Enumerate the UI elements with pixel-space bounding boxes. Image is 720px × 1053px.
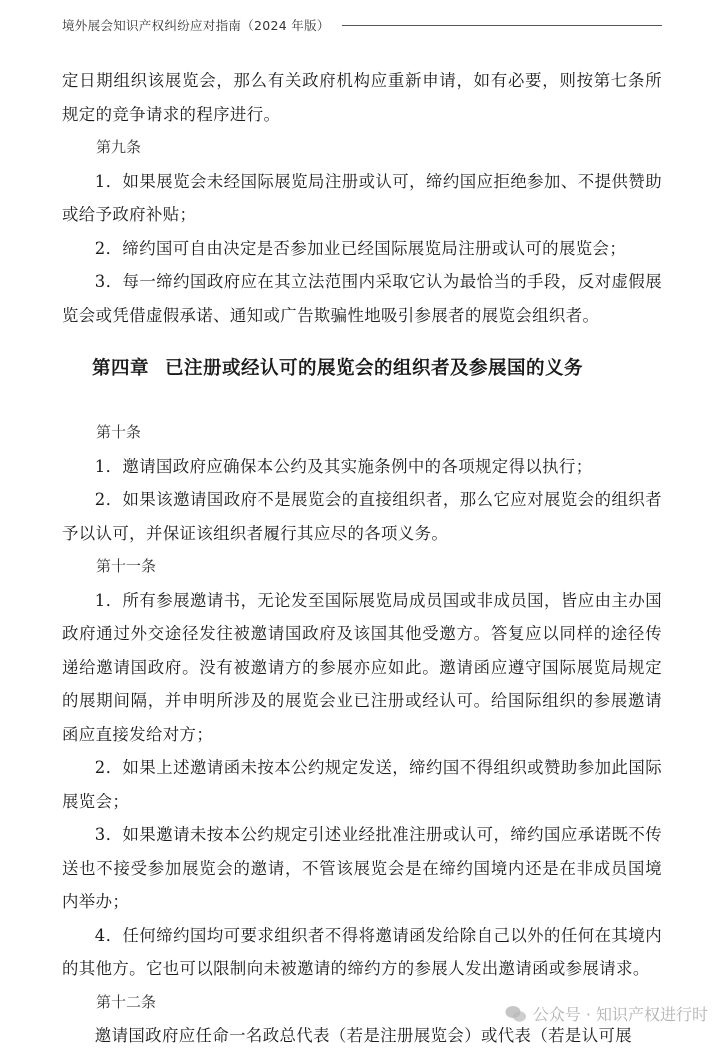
- paragraph: 1．如果展览会未经国际展览局注册或认可，缔约国应拒绝参加、不提供赞助或给予政府补贴；: [62, 171, 662, 224]
- chapter-number: 第四章: [92, 358, 150, 379]
- page-header: [62, 16, 662, 34]
- watermark-text: 公众号 · 知识产权进行时: [532, 1005, 708, 1024]
- document-body: [62, 64, 662, 1053]
- paragraph: 3．每一缔约国政府应在其立法范围内采取它认为最恰当的手段，反对虚假展览会或凭借虚假承诺、通知或广告欺骗性地吸引参展者的展览会组织者。: [62, 272, 662, 325]
- paragraph: 2．如果上述邀请函未按本公约规定发送，缔约国不得组织或赞助参加此国际展览会；: [62, 758, 662, 811]
- chapter-heading: [92, 349, 662, 389]
- article-heading: 第九条: [96, 138, 142, 156]
- article-heading: 第十条: [96, 423, 142, 441]
- paragraph: 4．任何缔约国均可要求组织者不得将邀请函发给除自己以外的任何在其境内的其他方。它也可以限制向未被邀请的缔约方的参展人发出邀请函或参展请求。: [62, 925, 662, 978]
- paragraph: 2．如果该邀请国政府不是展览会的直接组织者，那么它应对展览会的组织者予以认可，并保证该组织者履行其应尽的各项义务。: [62, 490, 662, 543]
- paragraph: 1．邀请国政府应确保本公约及其实施条例中的各项规定得以执行；: [94, 456, 593, 476]
- paragraph: 1．所有参展邀请书，无论发至国际展览局成员国或非成员国，皆应由主办国政府通过外交途径发往被邀请国政府及该国其他受邀方。答复应以同样的途径传递给邀请国政府。没有被邀请方的参展亦应如此。邀请函应遵守国际展览局规定的展期间隔，并申明所涉及的展览会业已注册或经认可。给国际组织的参展邀请函应直接发给对方；: [62, 590, 662, 744]
- running-header-title: 境外展会知识产权纠纷应对指南（2024 年版）: [62, 18, 330, 33]
- paragraph: 定日期组织该展览会，那么有关政府机构应重新申请，如有必要，则按第七条所规定的竞争请求的程序进行。: [62, 71, 662, 124]
- paragraph: 邀请国政府应任命一名政总代表（若是注册展览会）或代表（若是认可展: [94, 1026, 633, 1045]
- chapter-title: 已注册或经认可的展览会的组织者及参展国的义务: [165, 358, 584, 379]
- article-heading: 第十二条: [96, 992, 157, 1011]
- watermark: [505, 1002, 708, 1025]
- header-rule: [342, 25, 662, 26]
- paragraph: 3．如果邀请未按本公约规定引述业经批准注册或认可，缔约国应承诺既不传送也不接受参加展览会的邀请，不管该展览会是在缔约国境内还是在非成员国境内举办；: [62, 825, 662, 911]
- wechat-icon: [505, 1005, 527, 1023]
- article-heading: 第十一条: [96, 557, 157, 575]
- paragraph: 2．缔约国可自由决定是否参加业已经国际展览局注册或认可的展览会；: [94, 238, 627, 258]
